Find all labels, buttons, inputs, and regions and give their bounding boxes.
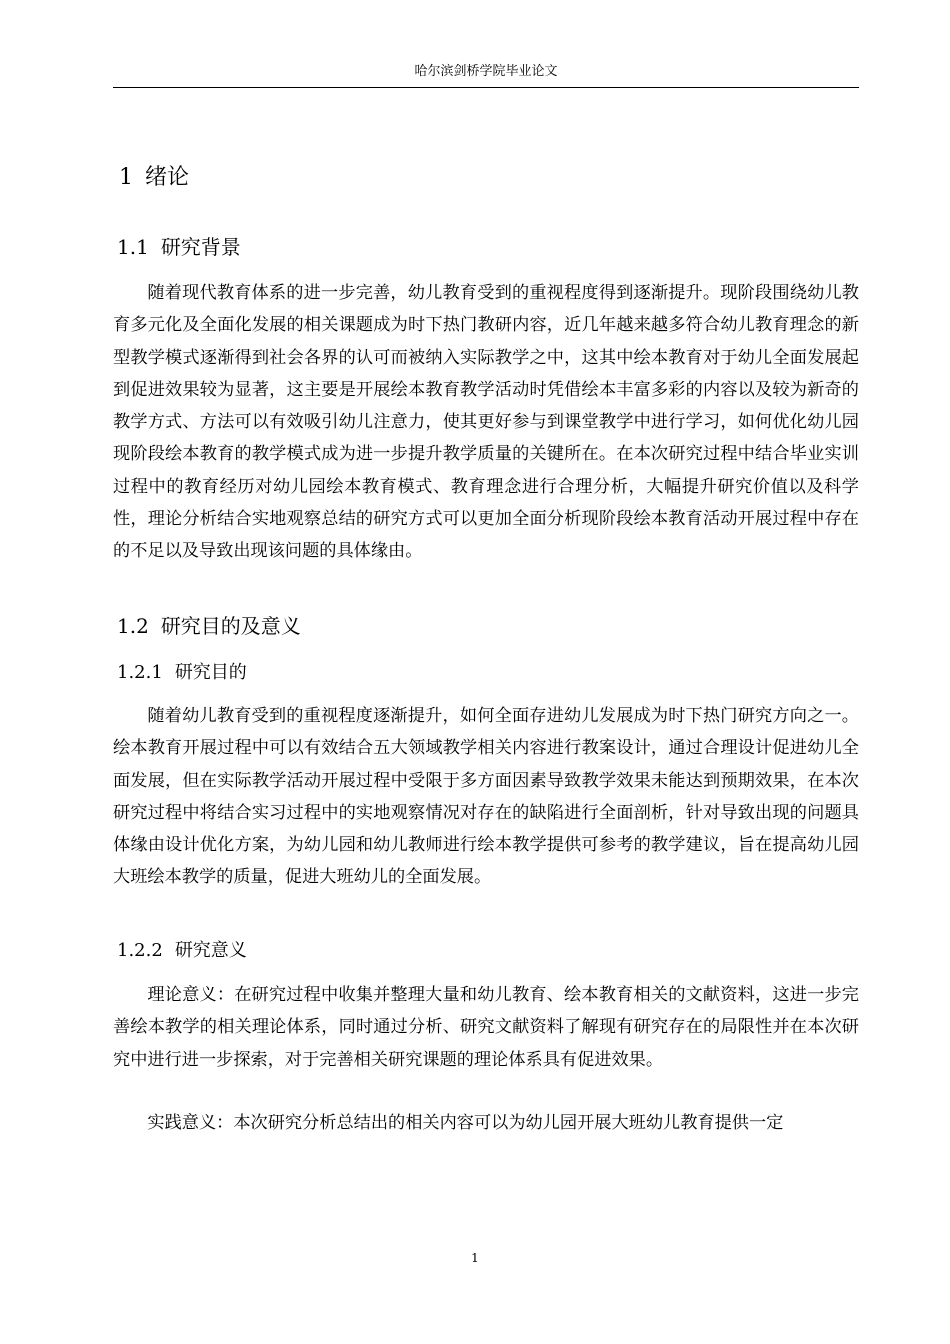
header-divider bbox=[113, 87, 859, 88]
chapter-title: 绪论 bbox=[145, 165, 190, 190]
purpose-paragraph: 随着幼儿教育受到的重视程度逐渐提升，如何全面存进幼儿发展成为时下热门研究方向之一。绘本教育开展过程中可以有效结合五大领域教学相关内容进行教案设计，通过合理设计促进幼儿全面发展，但在实际教学活动开展过程中受限于多方面因素导致教学效果未能达到预期效果，在本次研究过程中将结合实习过程中的实地观察情况对存在的缺陷进行全面剖析，针对导致出现的问题具体缘由设计优化方案，为幼儿园和幼儿教师进行绘本教学提供可参考的教学建议，旨在提高幼儿园大班绘本教学的质量，促进大班幼儿的全面发展。 bbox=[113, 706, 859, 888]
page-number: 1 bbox=[471, 1251, 479, 1265]
subsection-heading-1-2-2 bbox=[117, 937, 247, 965]
theory-significance-paragraph: 理论意义：在研究过程中收集并整理大量和幼儿教育、绘本教育相关的文献资料，这进一步完善绘本教学的相关理论体系，同时通过分析、研究文献资料了解现有研究存在的局限性并在本次研究中进行进一步探索，对于完善相关研究课题的理论体系具有促进效果。 bbox=[113, 985, 859, 1070]
section-title: 研究目的及意义 bbox=[160, 614, 301, 638]
section-heading-1-1 bbox=[117, 232, 241, 262]
section-number: 1.1 bbox=[117, 235, 149, 259]
section-number: 1.2 bbox=[117, 614, 149, 638]
background-paragraph: 随着现代教育体系的进一步完善，幼儿教育受到的重视程度得到逐渐提升。现阶段围绕幼儿教育多元化及全面化发展的相关课题成为时下热门教研内容，近几年越来越多符合幼儿教育理念的新型教学模式逐渐得到社会各界的认可而被纳入实际教学之中，这其中绘本教育对于幼儿全面发展起到促进效果较为显著，这主要是开展绘本教育教学活动时凭借绘本丰富多彩的内容以及较为新奇的教学方式、方法可以有效吸引幼儿注意力，使其更好参与到课堂教学中进行学习，如何优化幼儿园现阶段绘本教育的教学模式成为进一步提升教学质量的关键所在。在本次研究过程中结合毕业实训过程中的教育经历对幼儿园绘本教育模式、教育理念进行合理分析，大幅提升研究价值以及科学性，理论分析结合实地观察总结的研究方式可以更加全面分析现阶段绘本教育活动开展过程中存在的不足以及导致出现该问题的具体缘由。 bbox=[113, 283, 859, 562]
subsection-heading-1-2-1 bbox=[117, 659, 247, 687]
page-header: 哈尔滨剑桥学院毕业论文 bbox=[414, 64, 558, 79]
subsection-number: 1.2.1 bbox=[117, 662, 163, 683]
chapter-heading bbox=[119, 162, 189, 194]
practice-significance-paragraph: 实践意义：本次研究分析总结出的相关内容可以为幼儿园开展大班幼儿教育提供一定 bbox=[147, 1113, 784, 1133]
subsection-title: 研究意义 bbox=[174, 940, 247, 961]
chapter-number: 1 bbox=[119, 165, 133, 190]
subsection-title: 研究目的 bbox=[174, 662, 247, 683]
section-heading-1-2 bbox=[117, 611, 301, 641]
subsection-number: 1.2.2 bbox=[117, 940, 163, 961]
section-title: 研究背景 bbox=[160, 235, 241, 259]
